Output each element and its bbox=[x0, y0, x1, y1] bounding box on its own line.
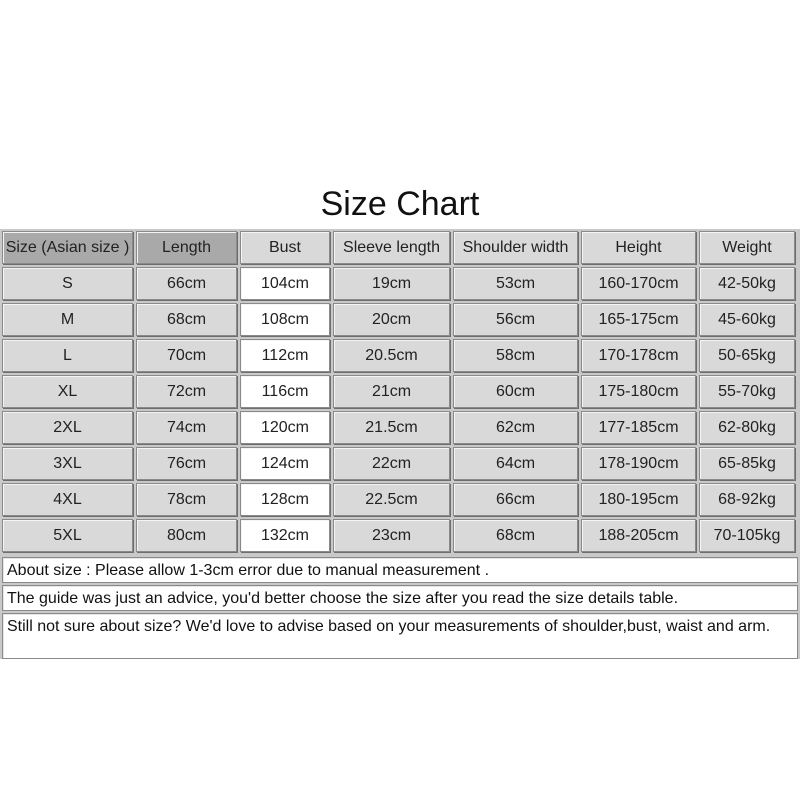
cell-weight: 45-60kg bbox=[699, 303, 795, 336]
cell-shoulder-width: 62cm bbox=[453, 411, 578, 444]
cell-weight: 68-92kg bbox=[699, 483, 795, 516]
cell-weight: 42-50kg bbox=[699, 267, 795, 300]
cell-weight: 62-80kg bbox=[699, 411, 795, 444]
cell-shoulder-width: 68cm bbox=[453, 519, 578, 552]
cell-bust: 112cm bbox=[240, 339, 330, 372]
cell-height: 180-195cm bbox=[581, 483, 696, 516]
cell-shoulder-width: 66cm bbox=[453, 483, 578, 516]
size-note: About size : Please allow 1-3cm error due to manual measurement . bbox=[2, 557, 798, 583]
cell-length: 78cm bbox=[136, 483, 237, 516]
column-header-length: Length bbox=[136, 231, 237, 264]
cell-weight: 50-65kg bbox=[699, 339, 795, 372]
cell-height: 175-180cm bbox=[581, 375, 696, 408]
cell-height: 177-185cm bbox=[581, 411, 696, 444]
cell-length: 76cm bbox=[136, 447, 237, 480]
cell-size: 3XL bbox=[2, 447, 133, 480]
cell-weight: 65-85kg bbox=[699, 447, 795, 480]
cell-length: 68cm bbox=[136, 303, 237, 336]
cell-bust: 124cm bbox=[240, 447, 330, 480]
cell-bust: 132cm bbox=[240, 519, 330, 552]
page-title: Size Chart bbox=[320, 185, 480, 223]
column-header-height: Height bbox=[581, 231, 696, 264]
cell-sleeve-length: 20cm bbox=[333, 303, 450, 336]
cell-shoulder-width: 56cm bbox=[453, 303, 578, 336]
column-header-shoulder-width: Shoulder width bbox=[453, 231, 578, 264]
cell-shoulder-width: 53cm bbox=[453, 267, 578, 300]
cell-length: 74cm bbox=[136, 411, 237, 444]
cell-length: 80cm bbox=[136, 519, 237, 552]
cell-height: 178-190cm bbox=[581, 447, 696, 480]
cell-bust: 116cm bbox=[240, 375, 330, 408]
cell-weight: 55-70kg bbox=[699, 375, 795, 408]
cell-length: 70cm bbox=[136, 339, 237, 372]
cell-shoulder-width: 60cm bbox=[453, 375, 578, 408]
cell-sleeve-length: 23cm bbox=[333, 519, 450, 552]
cell-height: 165-175cm bbox=[581, 303, 696, 336]
column-header-sleeve-length: Sleeve length bbox=[333, 231, 450, 264]
column-header-weight: Weight bbox=[699, 231, 795, 264]
size-note: The guide was just an advice, you'd better choose the size after you read the size details table. bbox=[2, 585, 798, 611]
size-note: Still not sure about size? We'd love to advise based on your measurements of shoulder,bust, waist and arm. bbox=[2, 613, 798, 659]
cell-shoulder-width: 64cm bbox=[453, 447, 578, 480]
cell-sleeve-length: 22cm bbox=[333, 447, 450, 480]
cell-sleeve-length: 19cm bbox=[333, 267, 450, 300]
cell-size: 2XL bbox=[2, 411, 133, 444]
cell-bust: 104cm bbox=[240, 267, 330, 300]
cell-size: 4XL bbox=[2, 483, 133, 516]
cell-size: M bbox=[2, 303, 133, 336]
cell-sleeve-length: 21cm bbox=[333, 375, 450, 408]
cell-size: 5XL bbox=[2, 519, 133, 552]
cell-sleeve-length: 22.5cm bbox=[333, 483, 450, 516]
cell-shoulder-width: 58cm bbox=[453, 339, 578, 372]
cell-length: 72cm bbox=[136, 375, 237, 408]
cell-sleeve-length: 20.5cm bbox=[333, 339, 450, 372]
cell-height: 170-178cm bbox=[581, 339, 696, 372]
cell-height: 188-205cm bbox=[581, 519, 696, 552]
cell-bust: 128cm bbox=[240, 483, 330, 516]
cell-size: L bbox=[2, 339, 133, 372]
cell-bust: 108cm bbox=[240, 303, 330, 336]
cell-size: XL bbox=[2, 375, 133, 408]
cell-size: S bbox=[2, 267, 133, 300]
cell-sleeve-length: 21.5cm bbox=[333, 411, 450, 444]
column-header-size: Size (Asian size ) bbox=[2, 231, 133, 264]
cell-bust: 120cm bbox=[240, 411, 330, 444]
cell-height: 160-170cm bbox=[581, 267, 696, 300]
column-header-bust: Bust bbox=[240, 231, 330, 264]
cell-weight: 70-105kg bbox=[699, 519, 795, 552]
cell-length: 66cm bbox=[136, 267, 237, 300]
